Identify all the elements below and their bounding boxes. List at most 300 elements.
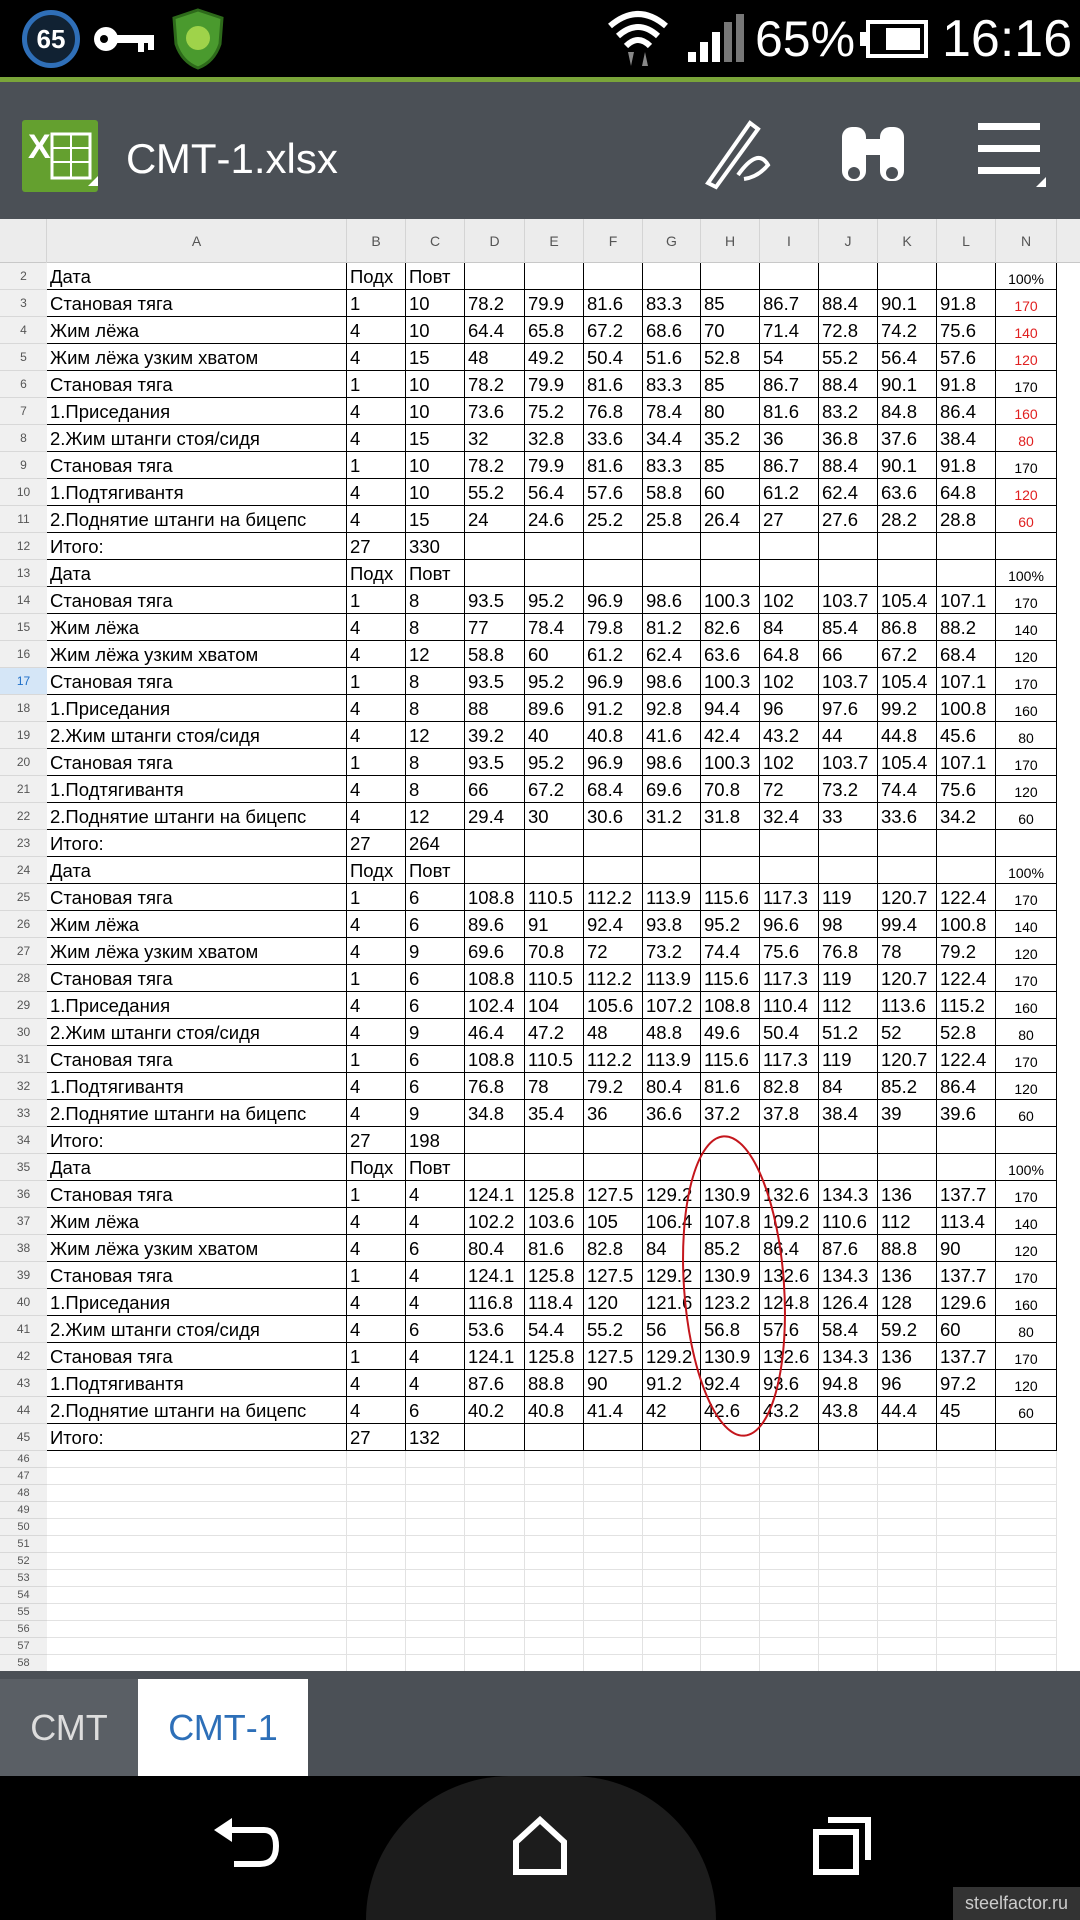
cell[interactable]: 170 [996,371,1057,398]
cell[interactable] [406,1638,465,1655]
cell[interactable]: 34.4 [643,425,701,452]
cell[interactable]: 102 [760,668,819,695]
cell[interactable]: 56.8 [701,1316,760,1343]
cell[interactable]: 37.8 [760,1100,819,1127]
cell[interactable]: 59.2 [878,1316,937,1343]
row-number[interactable]: 28 [0,965,47,992]
cell[interactable]: 9 [406,1100,465,1127]
binoculars-icon[interactable] [838,117,908,189]
row-number[interactable]: 25 [0,884,47,911]
cell[interactable] [643,1424,701,1451]
cell[interactable]: 92.4 [701,1370,760,1397]
cell[interactable]: 140 [996,317,1057,344]
cell[interactable]: 108.8 [701,992,760,1019]
cell[interactable]: 12 [406,722,465,749]
cell[interactable]: 124.1 [465,1343,525,1370]
cell[interactable]: 61.2 [760,479,819,506]
cell[interactable]: 1 [347,965,406,992]
cell[interactable] [643,1553,701,1570]
cell[interactable] [347,1587,406,1604]
cell[interactable] [47,1468,347,1485]
cell[interactable]: 2.Жим штанги стоя/сидя [47,1019,347,1046]
cell[interactable]: 83.3 [643,290,701,317]
cell[interactable]: Повт [406,560,465,587]
cell[interactable]: 79.9 [525,371,584,398]
cell[interactable] [406,1451,465,1468]
cell[interactable]: 120 [584,1289,643,1316]
cell[interactable]: 4 [406,1208,465,1235]
cell[interactable] [465,1485,525,1502]
cell[interactable] [525,1553,584,1570]
cell[interactable]: 1 [347,1181,406,1208]
cell[interactable]: 129.2 [643,1343,701,1370]
cell[interactable] [643,1638,701,1655]
cell[interactable]: 99.2 [878,695,937,722]
cell[interactable]: 52 [878,1019,937,1046]
cell[interactable] [525,1519,584,1536]
row-number[interactable]: 9 [0,452,47,479]
cell[interactable] [584,1127,643,1154]
cell[interactable]: 127.5 [584,1181,643,1208]
row-number[interactable]: 2 [0,263,47,290]
cell[interactable] [878,1502,937,1519]
cell[interactable] [47,1655,347,1672]
cell[interactable]: 25.2 [584,506,643,533]
cell[interactable]: 31.8 [701,803,760,830]
cell[interactable]: 38.4 [819,1100,878,1127]
cell[interactable]: 120.7 [878,884,937,911]
cell[interactable]: 73.2 [819,776,878,803]
cell[interactable]: 54.4 [525,1316,584,1343]
cell[interactable] [878,1553,937,1570]
cell[interactable]: 105.4 [878,587,937,614]
cell[interactable]: 98.6 [643,749,701,776]
row-number[interactable]: 27 [0,938,47,965]
cell[interactable]: 115.6 [701,1046,760,1073]
cell[interactable]: 84 [760,614,819,641]
cell[interactable]: 68.6 [643,317,701,344]
cell[interactable]: 80 [996,1316,1057,1343]
cell[interactable]: 4 [406,1262,465,1289]
cell[interactable]: 64.8 [760,641,819,668]
cell[interactable]: 67.2 [525,776,584,803]
cell[interactable]: 29.4 [465,803,525,830]
cell[interactable]: 81.2 [643,614,701,641]
cell[interactable] [584,1468,643,1485]
cell[interactable]: 78.4 [643,398,701,425]
cell[interactable] [996,1502,1057,1519]
cell[interactable]: 91.8 [937,290,996,317]
cell[interactable]: 1.Приседания [47,1289,347,1316]
cell[interactable]: 91.8 [937,371,996,398]
cell[interactable]: 4 [347,1235,406,1262]
cell[interactable]: 110.5 [525,965,584,992]
cell[interactable]: 30.6 [584,803,643,830]
cell[interactable] [878,263,937,290]
cell[interactable] [996,1519,1057,1536]
cell[interactable] [406,1604,465,1621]
cell[interactable]: 76.8 [465,1073,525,1100]
cell[interactable]: 88.4 [819,452,878,479]
cell[interactable]: 28.2 [878,506,937,533]
cell[interactable]: 36 [760,425,819,452]
cell[interactable] [347,1451,406,1468]
cell[interactable]: Подх [347,857,406,884]
row-number[interactable]: 36 [0,1181,47,1208]
cell[interactable]: 76.8 [819,938,878,965]
cell[interactable]: 80 [996,1019,1057,1046]
cell[interactable] [347,1553,406,1570]
cell[interactable]: 39.2 [465,722,525,749]
cell[interactable]: 82.8 [584,1235,643,1262]
cell[interactable] [937,1638,996,1655]
cell[interactable]: 1 [347,749,406,776]
cell[interactable]: 1.Приседания [47,398,347,425]
cell[interactable]: 61.2 [584,641,643,668]
cell[interactable]: 62.4 [643,641,701,668]
cell[interactable]: 112.2 [584,884,643,911]
cell[interactable]: 85 [701,290,760,317]
cell[interactable]: 77 [465,614,525,641]
cell[interactable]: 99.4 [878,911,937,938]
cell[interactable]: 100% [996,857,1057,884]
spreadsheet-view[interactable] [0,219,1080,1671]
cell[interactable]: 44 [819,722,878,749]
cell[interactable]: 122.4 [937,965,996,992]
cell[interactable]: 56.4 [525,479,584,506]
cell[interactable] [701,1485,760,1502]
cell[interactable] [996,533,1057,560]
cell[interactable]: 39.6 [937,1100,996,1127]
row-number[interactable]: 38 [0,1235,47,1262]
cell[interactable]: 102.4 [465,992,525,1019]
cell[interactable]: 81.6 [584,452,643,479]
cell[interactable] [996,1468,1057,1485]
cell[interactable] [465,1127,525,1154]
cell[interactable]: 100.3 [701,668,760,695]
cell[interactable] [819,1553,878,1570]
cell[interactable]: 134.3 [819,1181,878,1208]
cell[interactable]: 100.3 [701,749,760,776]
cell[interactable]: 6 [406,1235,465,1262]
cell[interactable] [760,1553,819,1570]
cell[interactable]: 4 [347,344,406,371]
cell[interactable]: 35.2 [701,425,760,452]
cell[interactable] [643,1604,701,1621]
cell[interactable]: 41.6 [643,722,701,749]
cell[interactable] [584,263,643,290]
cell[interactable]: 90.1 [878,371,937,398]
cell[interactable] [760,1485,819,1502]
cell[interactable]: 90.1 [878,290,937,317]
cell[interactable]: 63.6 [701,641,760,668]
cell[interactable] [760,1519,819,1536]
cell[interactable] [47,1587,347,1604]
cell[interactable]: 6 [406,1397,465,1424]
cell[interactable]: 160 [996,695,1057,722]
row-number[interactable]: 46 [0,1451,47,1468]
cell[interactable]: 68.4 [584,776,643,803]
cell[interactable]: 15 [406,506,465,533]
cell[interactable] [465,1655,525,1672]
cell[interactable]: 113.9 [643,1046,701,1073]
row-number[interactable]: 20 [0,749,47,776]
cell[interactable] [465,1502,525,1519]
cell[interactable]: 57.6 [584,479,643,506]
cell[interactable]: Становая тяга [47,1343,347,1370]
cell[interactable]: 33 [819,803,878,830]
cell[interactable]: 51.2 [819,1019,878,1046]
cell[interactable] [347,1621,406,1638]
cell[interactable]: 26.4 [701,506,760,533]
cell[interactable]: Повт [406,1154,465,1181]
row-number[interactable]: 50 [0,1519,47,1536]
cell[interactable]: 36.8 [819,425,878,452]
row-number[interactable]: 12 [0,533,47,560]
cell[interactable] [878,1424,937,1451]
cell[interactable]: 60 [937,1316,996,1343]
cell[interactable]: 95.2 [525,587,584,614]
cell[interactable]: 9 [406,1019,465,1046]
cell[interactable] [878,1587,937,1604]
cell[interactable] [406,1502,465,1519]
cell[interactable]: 132.6 [760,1181,819,1208]
cell[interactable] [760,263,819,290]
cell[interactable] [701,1468,760,1485]
cell[interactable]: 85.4 [819,614,878,641]
cell[interactable]: 140 [996,1208,1057,1235]
row-number[interactable]: 16 [0,641,47,668]
cell[interactable]: 170 [996,965,1057,992]
cell[interactable] [465,1638,525,1655]
cell[interactable] [701,1570,760,1587]
cell[interactable] [643,1502,701,1519]
tab-smt-1[interactable]: СМТ-1 [138,1679,308,1776]
cell[interactable]: 34.2 [937,803,996,830]
cell[interactable]: 96.9 [584,587,643,614]
row-number[interactable]: 17 [0,668,47,695]
cell[interactable] [937,1621,996,1638]
cell[interactable] [406,1587,465,1604]
cell[interactable]: 88.4 [819,290,878,317]
cell[interactable]: 55.2 [819,344,878,371]
cell[interactable] [525,263,584,290]
cell[interactable]: 94.4 [701,695,760,722]
cell[interactable]: 27.6 [819,506,878,533]
cell[interactable]: 4 [347,398,406,425]
cell[interactable] [760,1621,819,1638]
cell[interactable]: 170 [996,1262,1057,1289]
cell[interactable]: 64.4 [465,317,525,344]
cell[interactable]: 128 [878,1289,937,1316]
row-number[interactable]: 22 [0,803,47,830]
cell[interactable]: 63.6 [878,479,937,506]
cell[interactable]: 42.6 [701,1397,760,1424]
cell[interactable]: 87.6 [819,1235,878,1262]
recent-apps-icon[interactable] [812,1816,872,1876]
cell[interactable]: Дата [47,857,347,884]
cell[interactable] [760,1570,819,1587]
cell[interactable]: 87.6 [465,1370,525,1397]
cell[interactable] [760,1424,819,1451]
cell[interactable]: 78.4 [525,614,584,641]
cell[interactable]: 78 [878,938,937,965]
cell[interactable] [347,1536,406,1553]
row-number[interactable]: 3 [0,290,47,317]
cell[interactable]: 4 [347,911,406,938]
cell[interactable]: 15 [406,344,465,371]
cell[interactable] [584,1638,643,1655]
row-number[interactable]: 26 [0,911,47,938]
cell[interactable]: 44.8 [878,722,937,749]
cell[interactable] [760,1604,819,1621]
cell[interactable]: 264 [406,830,465,857]
cell[interactable]: 48 [465,344,525,371]
cell[interactable]: 2.Жим штанги стоя/сидя [47,1316,347,1343]
cell[interactable] [701,1621,760,1638]
cell[interactable]: 25.8 [643,506,701,533]
cell[interactable] [47,1570,347,1587]
cell[interactable]: 137.7 [937,1181,996,1208]
cell[interactable]: 127.5 [584,1262,643,1289]
cell[interactable]: 95.2 [525,668,584,695]
cell[interactable]: 112 [878,1208,937,1235]
cell[interactable] [701,1519,760,1536]
cell[interactable]: 107.1 [937,668,996,695]
cell[interactable] [819,560,878,587]
cell[interactable]: 88.8 [878,1235,937,1262]
cell[interactable]: 46.4 [465,1019,525,1046]
cell[interactable]: 107.2 [643,992,701,1019]
cell[interactable]: 100% [996,1154,1057,1181]
cell[interactable]: 4 [347,641,406,668]
cell[interactable]: 100% [996,263,1057,290]
cell[interactable] [525,1127,584,1154]
cell[interactable] [996,1485,1057,1502]
cell[interactable]: 10 [406,371,465,398]
cell[interactable]: 4 [347,1316,406,1343]
cell[interactable]: 1.Подтягивантя [47,1370,347,1397]
cell[interactable]: 86.7 [760,290,819,317]
cell[interactable]: 98 [819,911,878,938]
cell[interactable]: 1.Приседания [47,695,347,722]
cell[interactable]: 1 [347,1262,406,1289]
cell[interactable] [878,533,937,560]
cell[interactable]: 6 [406,1073,465,1100]
cell[interactable]: 82.8 [760,1073,819,1100]
cell[interactable] [819,1519,878,1536]
cell[interactable]: 120 [996,1235,1057,1262]
cell[interactable] [996,1655,1057,1672]
cell[interactable]: Подх [347,1154,406,1181]
cell[interactable]: 91 [525,911,584,938]
cell[interactable] [643,1468,701,1485]
cell[interactable] [525,1587,584,1604]
cell[interactable]: 107.8 [701,1208,760,1235]
row-number[interactable]: 43 [0,1370,47,1397]
cell[interactable] [819,1485,878,1502]
cell[interactable]: 27 [347,1127,406,1154]
cell[interactable]: 103.7 [819,668,878,695]
cell[interactable] [584,1655,643,1672]
cell[interactable] [347,1638,406,1655]
cell[interactable]: 170 [996,587,1057,614]
cell[interactable]: 57.6 [937,344,996,371]
cell[interactable]: 78.2 [465,290,525,317]
cell[interactable]: 82.6 [701,614,760,641]
cell[interactable] [701,1154,760,1181]
cell[interactable] [996,1451,1057,1468]
cell[interactable] [819,1468,878,1485]
cell[interactable] [819,1621,878,1638]
cell[interactable]: 4 [347,1289,406,1316]
cell[interactable]: 107.1 [937,587,996,614]
cell[interactable]: 134.3 [819,1343,878,1370]
cell[interactable] [701,1536,760,1553]
cell[interactable]: 120 [996,1073,1057,1100]
cell[interactable] [819,1655,878,1672]
cell[interactable] [47,1502,347,1519]
cell[interactable]: 4 [347,1397,406,1424]
column-header[interactable]: I [760,219,819,263]
cell[interactable] [465,263,525,290]
cell[interactable]: 106.4 [643,1208,701,1235]
cell[interactable]: 103.6 [525,1208,584,1235]
cell[interactable]: 130.9 [701,1343,760,1370]
cell[interactable] [525,1604,584,1621]
cell[interactable]: Итого: [47,1424,347,1451]
cell[interactable] [47,1553,347,1570]
cell[interactable] [996,1638,1057,1655]
cell[interactable]: 2.Поднятие штанги на бицепс [47,506,347,533]
cell[interactable]: 33.6 [584,425,643,452]
cell[interactable]: Становая тяга [47,587,347,614]
cell[interactable]: 120 [996,641,1057,668]
cell[interactable]: 113.9 [643,884,701,911]
cell[interactable] [937,1553,996,1570]
cell[interactable]: Итого: [47,1127,347,1154]
cell[interactable]: 112.2 [584,965,643,992]
cell[interactable]: 137.7 [937,1262,996,1289]
cell[interactable]: 73.6 [465,398,525,425]
cell[interactable]: 79.9 [525,290,584,317]
row-number[interactable]: 42 [0,1343,47,1370]
cell[interactable]: 88.4 [819,371,878,398]
cell[interactable] [937,1604,996,1621]
cell[interactable]: 32.4 [760,803,819,830]
cell[interactable]: 81.6 [584,290,643,317]
cell[interactable]: 1.Подтягивантя [47,479,347,506]
cell[interactable]: 1 [347,668,406,695]
cell[interactable]: 79.8 [584,614,643,641]
cell[interactable]: 113.4 [937,1208,996,1235]
cell[interactable]: 125.8 [525,1262,584,1289]
cell[interactable]: 140 [996,911,1057,938]
cell[interactable]: 129.6 [937,1289,996,1316]
cell[interactable]: 83.3 [643,452,701,479]
cell[interactable]: 27 [347,533,406,560]
cell[interactable]: 4 [347,614,406,641]
cell[interactable] [465,533,525,560]
cell[interactable]: 170 [996,452,1057,479]
cell[interactable] [465,857,525,884]
cell[interactable] [760,1127,819,1154]
cell[interactable]: 60 [996,803,1057,830]
cell[interactable]: 1 [347,452,406,479]
cell[interactable]: 39 [878,1100,937,1127]
cell[interactable]: 93.5 [465,749,525,776]
cell[interactable]: 103.7 [819,587,878,614]
